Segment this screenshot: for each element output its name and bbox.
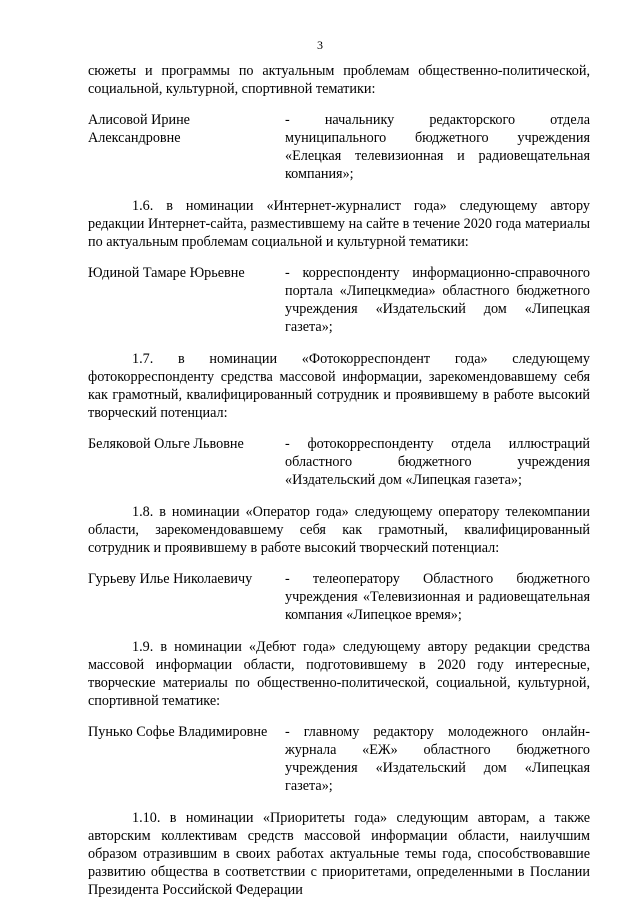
nominee-entry bbox=[88, 111, 590, 183]
nominee-name: Гурьеву Илье Николаевичу bbox=[88, 571, 253, 587]
nomination-paragraph-1-6: 1.6. в номинации «Интернет-журналист года» следующему автору редакции Интернет-сайта, разместившему на сайте в течение 2020 года материалы по актуальным проблемам социальной и культурной тематики: bbox=[88, 198, 590, 250]
nomination-paragraph-1-10: 1.10. в номинации «Приоритеты года» следующим авторам, а также авторским коллективам средств массовой информации области, наилучшим образом отразившим в своих работах актуальные темы года, способствовавшие развитию общества в соответствии с приоритетами, определенными в Послании Президента Российской Федерации bbox=[88, 810, 590, 898]
nomination-paragraph-1-8: 1.8. в номинации «Оператор года» следующему оператору телекомпании области, зарекомендовавшему себя как грамотный, квалифицированный сотрудник и проявившему в работе высокий творческий потенциал: bbox=[88, 504, 590, 556]
nominee-name: Юдиной Тамаре Юрьевне bbox=[88, 265, 245, 281]
nominee-position: - начальнику редакторского отдела муниципального бюджетного учреждения «Елецкая телевизионная и радиовещательная компания»; bbox=[285, 112, 590, 182]
nominee-entry bbox=[88, 435, 590, 489]
nominee-position: - корреспонденту информационно-справочного портала «Липецкмедиа» областного бюджетного учреждения «Издательский дом «Липецкая газета»; bbox=[285, 265, 590, 335]
nominee-name: Пунько Софье Владимировне bbox=[88, 724, 268, 740]
nomination-paragraph-1-7: 1.7. в номинации «Фотокорреспондент года» следующему фотокорреспонденту средства массовой информации, зарекомендовавшему себя как грамотный, квалифицированный сотрудник и проявившему в работе высокий творческий потенциал: bbox=[88, 351, 590, 421]
nominee-entry bbox=[88, 723, 590, 795]
nominee-entry bbox=[88, 570, 590, 624]
paragraph-continuation: сюжеты и программы по актуальным проблемам общественно-политической, социальной, культурной, спортивной тематики: bbox=[88, 63, 590, 97]
nominee-position: - главному редактору молодежного онлайн-журнала «ЕЖ» областного бюджетного учреждения «Издательский дом «Липецкая газета»; bbox=[285, 724, 590, 794]
nominee-position: - телеоператору Областного бюджетного учреждения «Телевизионная и радиовещательная компания «Липецкое время»; bbox=[285, 571, 590, 623]
nominee-position: - фотокорреспонденту отдела иллюстраций областного бюджетного учреждения «Издательский дом «Липецкая газета»; bbox=[285, 436, 590, 488]
document-body bbox=[88, 62, 590, 899]
page-number: 3 bbox=[317, 38, 323, 52]
nominee-name: Алисовой Ирине Александровне bbox=[88, 112, 190, 146]
nominee-name: Беляковой Ольге Львовне bbox=[88, 436, 244, 452]
nomination-paragraph-1-9: 1.9. в номинации «Дебют года» следующему автору редакции средства массовой информации области, подготовившему в 2020 году интересные, творческие материалы по общественно-политической, социальной, культурной, спортивной тематике: bbox=[88, 639, 590, 709]
nominee-entry bbox=[88, 264, 590, 336]
